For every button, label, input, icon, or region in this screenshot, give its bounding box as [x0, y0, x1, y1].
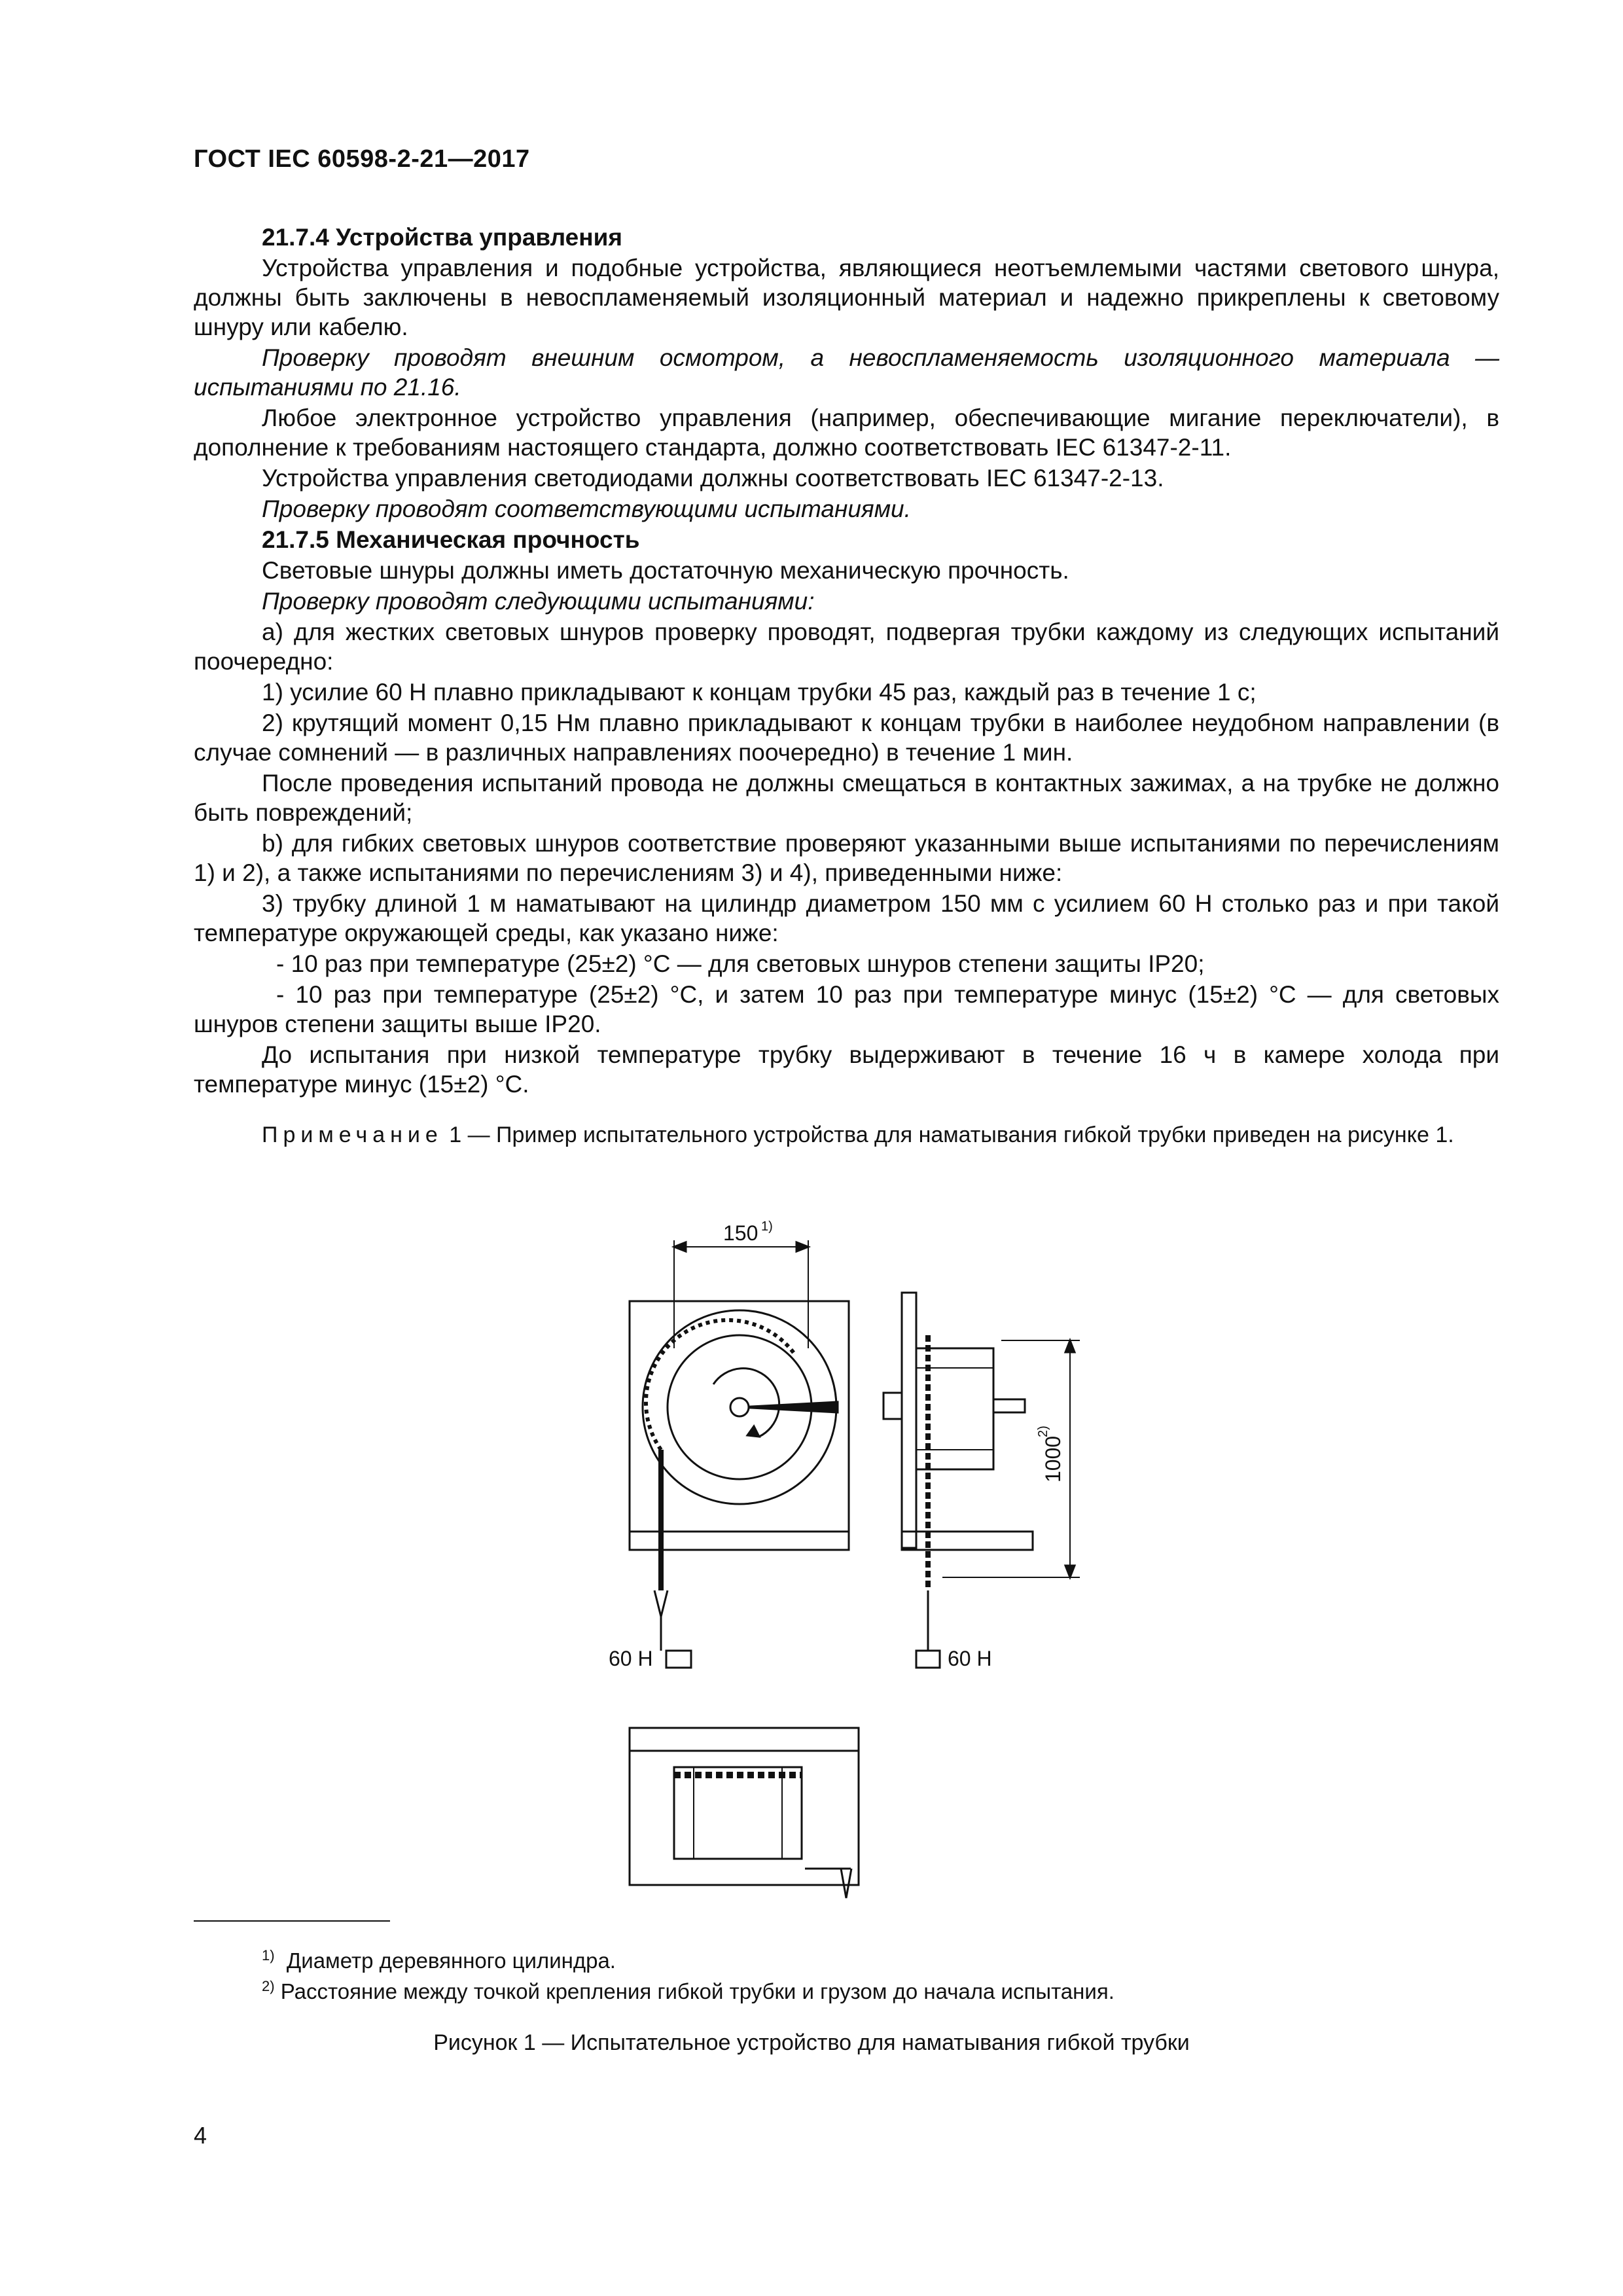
load-label-left: 60 Н	[609, 1647, 653, 1670]
footnote-2	[262, 1973, 1115, 2005]
paragraph: Устройства управления светодиодами должны соответствовать IEC 61347-2-13.	[262, 465, 1164, 492]
list-item-2: 2) крутящий момент 0,15 Нм плавно прикладывают к концам трубки в наиболее неудобном направлении (в случае сомнений — в различных направлениях поочередно) в течение 1 мин.	[194, 709, 1499, 766]
list-item-1: 1) усилие 60 Н плавно прикладывают к концам трубки 45 раз, каждый раз в течение 1 с;	[262, 679, 1257, 706]
side-handle	[993, 1399, 1025, 1412]
section-heading-21-7-4: 21.7.4 Устройства управления	[262, 224, 622, 251]
paragraph-check: Проверку проводят соответствующими испытаниями.	[262, 495, 911, 522]
paragraph: Устройства управления и подобные устройства, являющиеся неотъемлемыми частями светового шнура, должны быть заключены в невоспламеняемый изоляционный материал и надежно прикреплены к световому шнуру или кабелю.	[194, 255, 1499, 340]
list-item-a: a) для жестких световых шнуров проверку проводят, подвергая трубки каждому из следующих испытаний поочередно:	[194, 619, 1499, 675]
load-label-right: 60 Н	[948, 1647, 992, 1670]
rotation-arrow-head	[747, 1426, 759, 1437]
side-clamp	[883, 1393, 902, 1419]
paragraph-check: Проверку проводят следующими испытаниями:	[262, 588, 815, 615]
footnote-text: Расстояние между точкой крепления гибкой трубки и грузом до начала испытания.	[280, 1979, 1115, 2003]
figure-caption: Рисунок 1 — Испытательное устройство для наматывания гибкой трубки	[433, 2030, 1190, 2055]
dim-label-150: 150	[723, 1221, 758, 1245]
footnote-1	[262, 1943, 616, 1974]
paragraph: Световые шнуры должны иметь достаточную механическую прочность.	[262, 557, 1069, 584]
footnote-ref: 1)	[262, 1947, 275, 1964]
footnote-text: Диаметр деревянного цилиндра.	[286, 1948, 616, 1973]
side-base	[902, 1532, 1033, 1550]
dim-label-1000: 1000	[1041, 1435, 1065, 1482]
top-view-handle	[841, 1869, 851, 1898]
paragraph-check: Проверку проводят внешним осмотром, а невоспламеняемость изоляционного материала — испытаниями по 21.16.	[194, 344, 1499, 401]
list-dash-item: - 10 раз при температуре (25±2) °С, и затем 10 раз при температуре минус (15±2) °С — для световых шнуров степени защиты выше IP20.	[194, 981, 1499, 1037]
list-dash-item: - 10 раз при температуре (25±2) °С — для световых шнуров степени защиты IP20;	[276, 950, 1205, 977]
page-number: 4	[194, 2122, 207, 2149]
paragraph: Любое электронное устройство управления (например, обеспечивающие мигание переключатели), в дополнение к требованиям настоящего стандарта, должно соответствовать IEC 61347-2-11.	[194, 404, 1499, 461]
list-item-3: 3) трубку длиной 1 м наматывают на цилиндр диаметром 150 мм с усилием 60 Н столько раз и при такой температуре окружающей среды, как указано ниже:	[194, 890, 1499, 946]
list-item-b: b) для гибких световых шнуров соответствие проверяют указанными выше испытаниями по перечислениям 1) и 2), а также испытаниями по перечислениям 3) и 4), приведенными ниже:	[194, 830, 1499, 886]
paragraph: До испытания при низкой температуре трубку выдерживают в течение 16 ч в камере холода при температуре минус (15±2) °С.	[194, 1041, 1499, 1098]
dim-label-150-ref: 1)	[761, 1219, 773, 1234]
paragraph: После проведения испытаний провода не должны смещаться в контактных зажимах, а на трубке не должно быть повреждений;	[194, 770, 1499, 826]
footnote-ref: 2)	[262, 1978, 275, 1994]
note-label: Примечание	[262, 1122, 443, 1147]
dim-label-1000-ref: 2)	[1036, 1426, 1050, 1437]
footnote-rule	[194, 1920, 390, 1922]
crank-hub	[730, 1398, 749, 1416]
crank-handle	[740, 1402, 838, 1412]
weight-left	[666, 1651, 691, 1668]
section-heading-21-7-5: 21.7.5 Механическая прочность	[262, 526, 640, 553]
weight-right	[916, 1651, 940, 1668]
side-board	[902, 1293, 916, 1548]
note-text: 1 — Пример испытательного устройства для наматывания гибкой трубки приведен на рисунке 1.	[442, 1122, 1454, 1147]
document-header: ГОСТ IEC 60598-2-21—2017	[194, 145, 530, 173]
